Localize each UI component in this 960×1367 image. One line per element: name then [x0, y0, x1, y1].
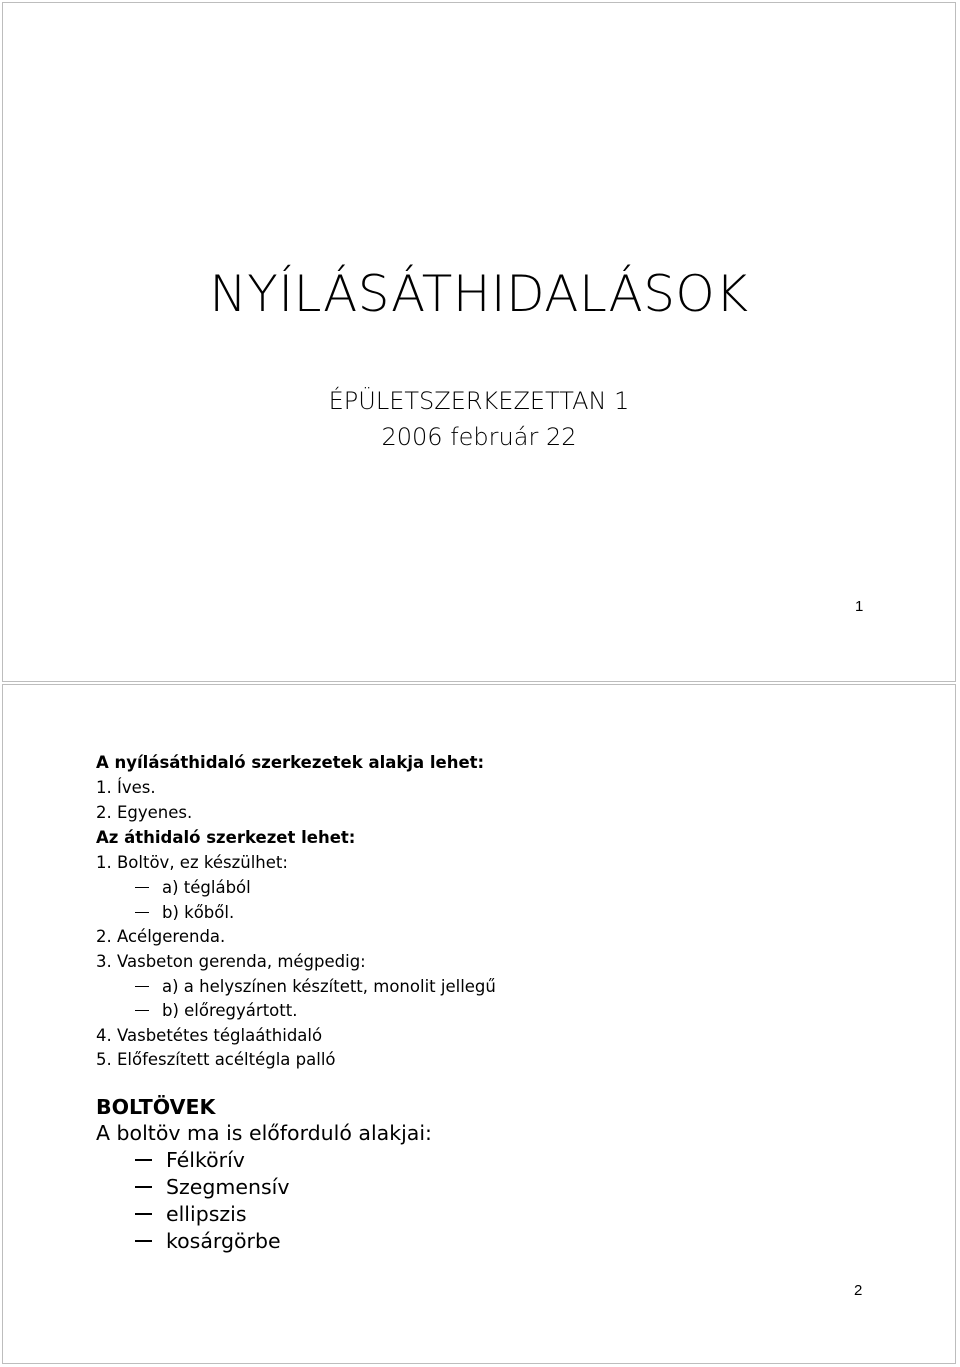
slide-title: NYÍLÁSÁTHIDALÁSOK	[209, 265, 749, 323]
section-intro: A boltöv ma is előforduló alakjai:	[96, 1121, 432, 1145]
date-text: 2006 február 22	[381, 423, 577, 451]
sub-list-item: b) előregyártott.	[135, 999, 297, 1024]
list-item: 4. Vasbetétes téglaáthidaló	[96, 1026, 323, 1045]
heading-types: Az áthidaló szerkezet lehet:	[96, 828, 356, 847]
sub-list-item: a) téglából	[135, 876, 251, 901]
slide-1	[2, 2, 956, 682]
dash-icon	[135, 1159, 152, 1161]
list-item: 3. Vasbeton gerenda, mégpedig:	[96, 952, 366, 971]
course-name: ÉPÜLETSZERKEZETTAN 1	[328, 387, 630, 415]
dash-icon	[135, 1010, 149, 1012]
slide-2	[2, 684, 956, 1364]
sub-list-item: a) a helyszínen készített, monolit jellegű	[135, 975, 496, 1000]
dash-icon	[135, 1186, 152, 1188]
list-item: 2. Acélgerenda.	[96, 927, 226, 946]
dash-icon	[135, 912, 149, 914]
form-item: ellipszis	[135, 1202, 247, 1227]
list-item: 5. Előfeszített acéltégla palló	[96, 1050, 336, 1069]
page-number: 2	[854, 1282, 863, 1299]
dash-icon	[135, 887, 149, 889]
form-item: kosárgörbe	[135, 1229, 281, 1254]
list-item: 2. Egyenes.	[96, 803, 193, 822]
dash-icon	[135, 986, 149, 988]
list-item: 1. Íves.	[96, 778, 156, 797]
sub-list-item: b) kőből.	[135, 901, 234, 926]
list-item: 1. Boltöv, ez készülhet:	[96, 853, 288, 872]
form-item: Félkörív	[135, 1148, 245, 1173]
heading-shapes: A nyílásáthidaló szerkezetek alakja lehet:	[96, 753, 485, 772]
dash-icon	[135, 1213, 152, 1215]
form-item: Szegmensív	[135, 1175, 289, 1200]
section-title: BOLTÖVEK	[96, 1095, 216, 1119]
page-number: 1	[855, 598, 864, 615]
dash-icon	[135, 1240, 152, 1242]
